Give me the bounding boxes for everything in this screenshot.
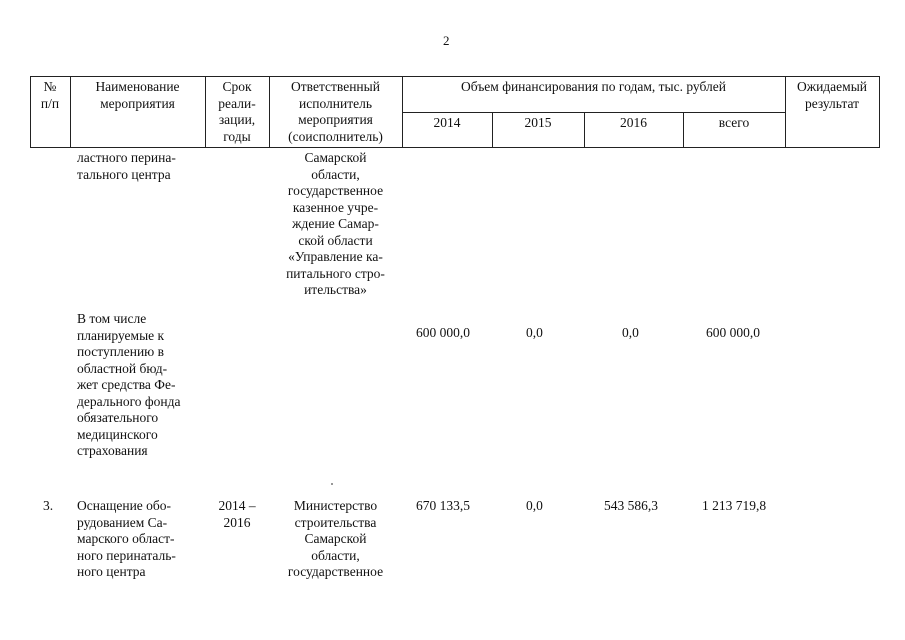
header-num: № п/п (40, 79, 60, 111)
table-header-bottom-border (30, 147, 880, 148)
header-year-2015: 2015 (524, 115, 552, 130)
col-border-right (879, 76, 880, 148)
row3-2014: 670 133,5 (416, 498, 470, 513)
row3-num: 3. (43, 498, 54, 513)
row3-total: 1 213 719,8 (702, 498, 767, 513)
sub-row-2016: 0,0 (622, 325, 639, 340)
sub-row-name: В том числе планируемые к поступлению в областной бюд- жет средства Фе- дерального фонда обязательного медицинского страхования (77, 311, 181, 458)
table-top-border (30, 76, 880, 77)
sub-row-2015: 0,0 (526, 325, 543, 340)
header-total: всего (718, 115, 750, 130)
row3-executor: Министерство строительства Самарской области, государственное (287, 498, 384, 579)
page-number: 2 (443, 33, 450, 48)
funding-subheader-divider (402, 112, 785, 113)
continuation-executor: Самарской области, государственное казенное учре- ждение Самар- ской области «Управление ка- питального стро- ительства» (286, 150, 385, 297)
header-year-2016: 2016 (620, 115, 647, 130)
continuation-name: ластного перина- тального центра (77, 150, 176, 182)
header-term: Срок реали- зации, годы (218, 79, 256, 144)
sub-row-total: 600 000,0 (706, 325, 760, 340)
scan-speck (331, 483, 333, 485)
header-funding: Объем финансирования по годам, тыс. рублей (461, 79, 726, 94)
header-name: Наименование мероприятия (95, 79, 180, 111)
row3-name: Оснащение обо- рудованием Са- марского област- ного перинаталь- ного центра (77, 498, 176, 579)
header-executor: Ответственный исполнитель мероприятия (соисполнитель) (288, 79, 383, 144)
row3-2015: 0,0 (526, 498, 543, 513)
row3-term: 2014 – 2016 (218, 498, 256, 530)
header-year-2014: 2014 (433, 115, 461, 130)
sub-row-2014: 600 000,0 (416, 325, 470, 340)
row3-2016: 543 586,3 (604, 498, 658, 513)
header-result: Ожидаемый результат (797, 79, 867, 111)
